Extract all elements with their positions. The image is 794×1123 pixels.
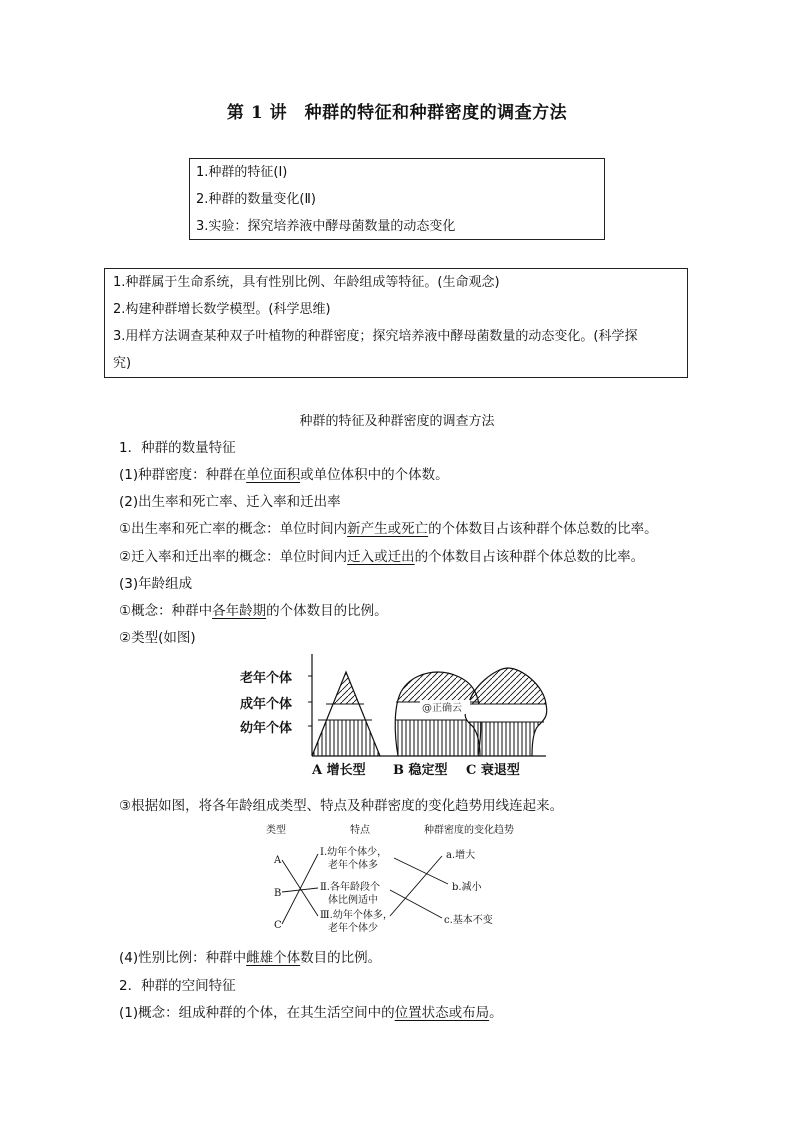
exam-requirements-box: [189, 158, 605, 240]
label-young: 幼年个体: [240, 721, 293, 736]
text-segment: (1)概念：组成种群的个体，在其生活空间中的: [119, 1005, 395, 1021]
literacy-item: 3.用样方法调查某种双子叶植物的种群密度；探究培养液中酵母菌数量的动态变化。(科学探: [113, 329, 638, 344]
text-segment: 数目的比例。: [300, 950, 382, 966]
text-segment: 或单位体积中的个体数。: [300, 467, 449, 483]
text-segment: (1)种群密度：种群在: [119, 467, 247, 483]
trend-b: b.减小: [452, 882, 482, 893]
text-segment: 的个体数目占该种群个体总数的比率。: [414, 549, 645, 565]
text-population-density: [119, 463, 449, 483]
caption-stable: B 稳定型: [393, 763, 448, 778]
text-matching-instruction: ③根据如图，将各年龄组成类型、特点及种群密度的变化趋势用线连起来。: [119, 798, 564, 814]
text-segment: 。: [489, 1005, 503, 1021]
heading-age-structure: (3)年龄组成: [119, 576, 193, 592]
underlined-term: 单位面积: [246, 467, 301, 483]
text-types: ②类型(如图): [119, 630, 196, 646]
text-segment: (4)性别比例：种群中: [119, 950, 247, 966]
age-structure-figure: [240, 648, 550, 780]
underlined-term: 迁入或迁出: [347, 549, 415, 565]
feature-2a: Ⅱ.各年龄段个: [320, 882, 380, 893]
shape-increasing: [300, 668, 390, 756]
heading-quantity-features: 1．种群的数量特征: [119, 440, 236, 456]
feature-1a: Ⅰ.幼年个体少，: [320, 847, 388, 858]
trend-a: a.增大: [446, 850, 476, 861]
header-type: 类型: [266, 825, 286, 836]
page-title: 第 1 讲 种群的特征和种群密度的调查方法: [226, 103, 568, 123]
literacy-item: 2.构建种群增长数学模型。(科学思维): [113, 302, 331, 317]
type-b: B: [274, 888, 282, 899]
underlined-term: 位置状态或布局: [394, 1005, 490, 1021]
caption-increasing: A 增长型: [312, 763, 366, 778]
header-feature: 特点: [350, 825, 370, 836]
core-literacy-box: [104, 268, 688, 378]
text-spatial-concept: [119, 1001, 503, 1021]
text-migration-rate: [119, 545, 644, 565]
requirement-item: 1.种群的特征(Ⅰ): [196, 165, 288, 180]
watermark-text: @正确云: [422, 703, 462, 714]
literacy-item: 究): [113, 356, 132, 371]
heading-spatial-features: 2．种群的空间特征: [119, 978, 236, 994]
text-segment: ①出生率和死亡率的概念：单位时间内: [119, 521, 348, 537]
trend-c: c.基本不变: [444, 915, 493, 926]
label-adult: 成年个体: [240, 697, 293, 712]
text-segment: ②迁入率和迁出率的概念：单位时间内: [119, 549, 348, 565]
matching-diagram: [258, 820, 528, 935]
text-sex-ratio: [119, 946, 381, 966]
requirement-item: 3.实验：探究培养液中酵母菌数量的动态变化: [196, 219, 456, 234]
header-trend: 种群密度的变化趋势: [424, 825, 514, 836]
text-age-structure-concept: [119, 599, 388, 619]
type-c: C: [274, 920, 282, 931]
underlined-term: 新产生或死亡: [347, 521, 429, 537]
feature-2b: 体比例适中: [328, 895, 378, 906]
literacy-item: 1.种群属于生命系统，具有性别比例、年龄组成等特征。(生命观念): [113, 275, 500, 290]
feature-3a: Ⅲ.幼年个体多，: [320, 910, 393, 921]
type-a: A: [274, 855, 282, 866]
underlined-term: 各年龄期: [212, 603, 267, 619]
text-segment: ①概念：种群中: [119, 603, 213, 619]
feature-3b: 老年个体少: [328, 923, 378, 934]
text-segment: 的个体数目占该种群个体总数的比率。: [428, 521, 658, 537]
text-segment: 的个体数目的比例。: [266, 603, 388, 619]
heading-birth-death-rates: (2)出生率和死亡率、迁入率和迁出率: [119, 494, 341, 510]
caption-declining: C 衰退型: [466, 763, 520, 778]
feature-1b: 老年个体多: [328, 860, 378, 871]
underlined-term: 雌雄个体: [246, 950, 301, 966]
requirement-item: 2.种群的数量变化(Ⅱ): [196, 192, 316, 207]
text-birth-death-rate: [119, 517, 658, 537]
label-old: 老年个体: [240, 671, 293, 686]
section-title: 种群的特征及种群密度的调查方法: [299, 414, 495, 429]
